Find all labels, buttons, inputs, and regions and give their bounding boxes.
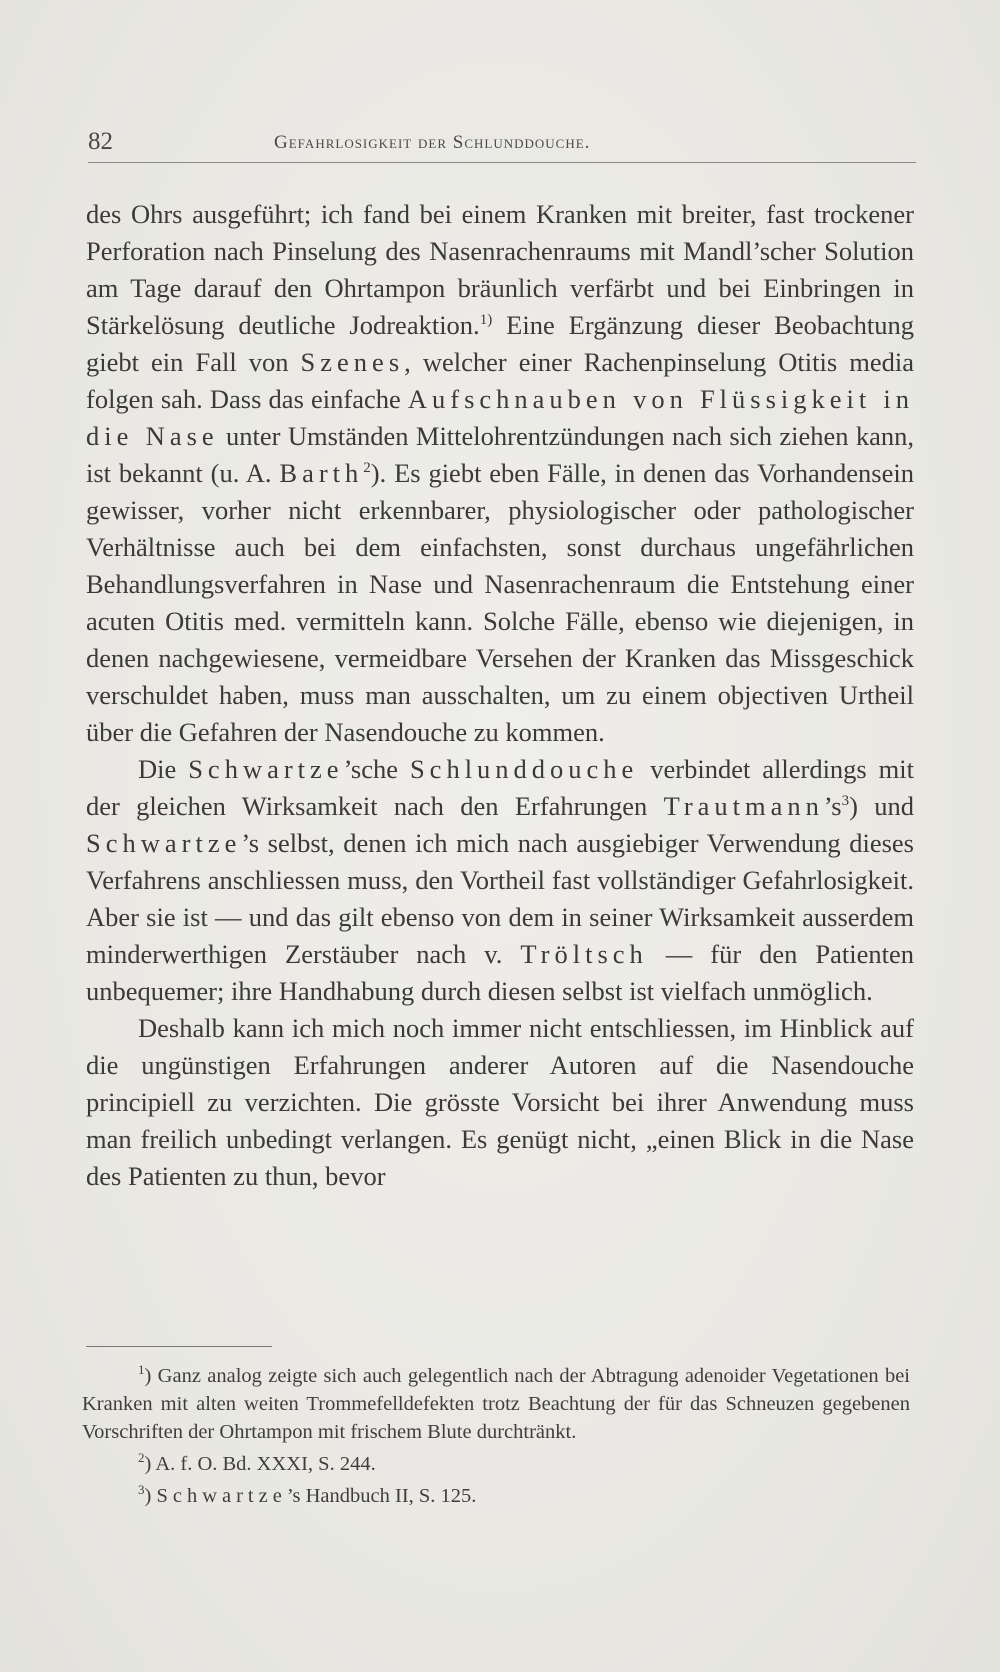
body-text xyxy=(86,196,914,1195)
paragraph-2 xyxy=(86,751,914,1010)
text-run: ) Ganz analog zeigte sich auch gelegentlich nach der Abtragung adenoider Vegetationen bei Kranken mit alten weiten Trommefelldefekten trotz Beachtung der für das Schneuzen gegebenen Vorschriften der Ohrtampon mit frischem Blute durchtränkt. xyxy=(82,1365,910,1443)
spaced-name: Trautmann xyxy=(663,791,824,821)
footnote-ref: 1 xyxy=(138,1362,145,1377)
spaced-name: Schwartze xyxy=(156,1485,287,1507)
text-run: Eine Ergänzung dieser Beobachtung giebt ein Fall von xyxy=(86,310,914,377)
text-run: verbindet allerdings mit der gleichen Wirksamkeit nach den Erfahrungen xyxy=(86,754,914,821)
footnote-3 xyxy=(82,1482,910,1510)
text-run: ’s Handbuch II, S. 125. xyxy=(286,1485,477,1507)
text-run: ). Es giebt eben Fälle, in denen das Vorhandensein gewisser, vorher nicht erkennbarer, physiologischer oder pathologischer Verhältnisse auch bei dem einfachsten, sonst durchaus ungefährlichen Behandlungsverfahren in Nase und Nasenrachenraum die Entstehung einer acuten Otitis med. vermitteln kann. Solche Fälle, ebenso wie diejenigen, in denen nachgewiesene, vermeidbare Versehen der Kranken das Missgeschick verschuldet haben, muss man ausschalten, um zu einem objectiven Urtheil über die Gefahren der Nasendouche zu kommen. xyxy=(86,458,914,747)
footnote-ref: 2 xyxy=(138,1450,145,1465)
text-run: ’sche xyxy=(343,754,410,784)
running-header xyxy=(88,128,916,163)
text-run: Deshalb kann ich mich noch immer nicht entschliessen, im Hinblick auf die ungünstigen Erfahrungen anderer Autoren auf die Nasendouche principiell zu verzichten. Die grösste Vorsicht bei ihrer Anwendung muss man freilich unbedingt verlangen. Es genügt nicht, „einen Blick in die Nase des Patienten zu thun, bevor xyxy=(86,1013,914,1191)
text-run: , welcher einer Rachenpinselung Otitis media folgen sah. Dass das einfache xyxy=(86,347,914,414)
text-run: ) xyxy=(144,1485,157,1507)
footnote-2 xyxy=(82,1450,910,1478)
paragraph-3 xyxy=(86,1010,914,1195)
running-title: Gefahrlosigkeit der Schlunddouche. xyxy=(274,132,591,153)
footnote-ref: 3 xyxy=(841,793,850,809)
footnote-ref: 1) xyxy=(479,312,493,328)
footnotes xyxy=(82,1362,910,1510)
text-run: ’s selbst, denen ich mich nach ausgiebiger Verwendung dieses Verfahrens anschliessen muss, den Vortheil fast vollständiger Gefahrlosigkeit. Aber sie ist — und das gilt ebenso von dem in seiner Wirksamkeit ausserdem minderwerthigen Zerstäuber nach v. xyxy=(86,828,914,969)
text-run: ’s xyxy=(823,791,842,821)
footnote-ref: 2 xyxy=(363,460,371,476)
spaced-name: Aufschnauben von Flüssigkeit in die Nase xyxy=(86,384,915,451)
text-run: ) und xyxy=(849,791,915,821)
page-number: 82 xyxy=(88,128,113,155)
text-run: ) A. f. O. Bd. XXXI, S. 244. xyxy=(144,1453,376,1475)
paragraph-1 xyxy=(86,196,914,751)
text-run: — für den Patienten unbequemer; ihre Handhabung durch diesen selbst ist vielfach unmöglich. xyxy=(86,939,914,1006)
text-run: unter Umständen Mittelohrentzündungen nach sich ziehen kann, ist bekannt (u. A. xyxy=(86,421,914,488)
spaced-name: Szenes xyxy=(300,347,405,377)
text-run: des Ohrs ausgeführt; ich fand bei einem Kranken mit breiter, fast trockener Perforation nach Pinselung des Nasenrachenraums mit Mandl’scher Solution am Tage darauf den Ohrtampon bräunlich verfärbt und bei Einbringen in Stärkelösung deutliche Jodreaktion. xyxy=(86,199,914,340)
footnote-separator xyxy=(86,1346,272,1347)
spaced-name: Barth xyxy=(279,458,364,488)
footnote-1 xyxy=(82,1362,910,1446)
spaced-name: Schwartze xyxy=(188,754,344,784)
footnote-ref: 3 xyxy=(138,1482,145,1497)
spaced-name: Tröltsch xyxy=(520,939,648,969)
text-run: Die xyxy=(138,754,189,784)
spaced-name: Schwartze xyxy=(86,828,242,858)
spaced-name: Schlunddouche xyxy=(409,754,639,784)
